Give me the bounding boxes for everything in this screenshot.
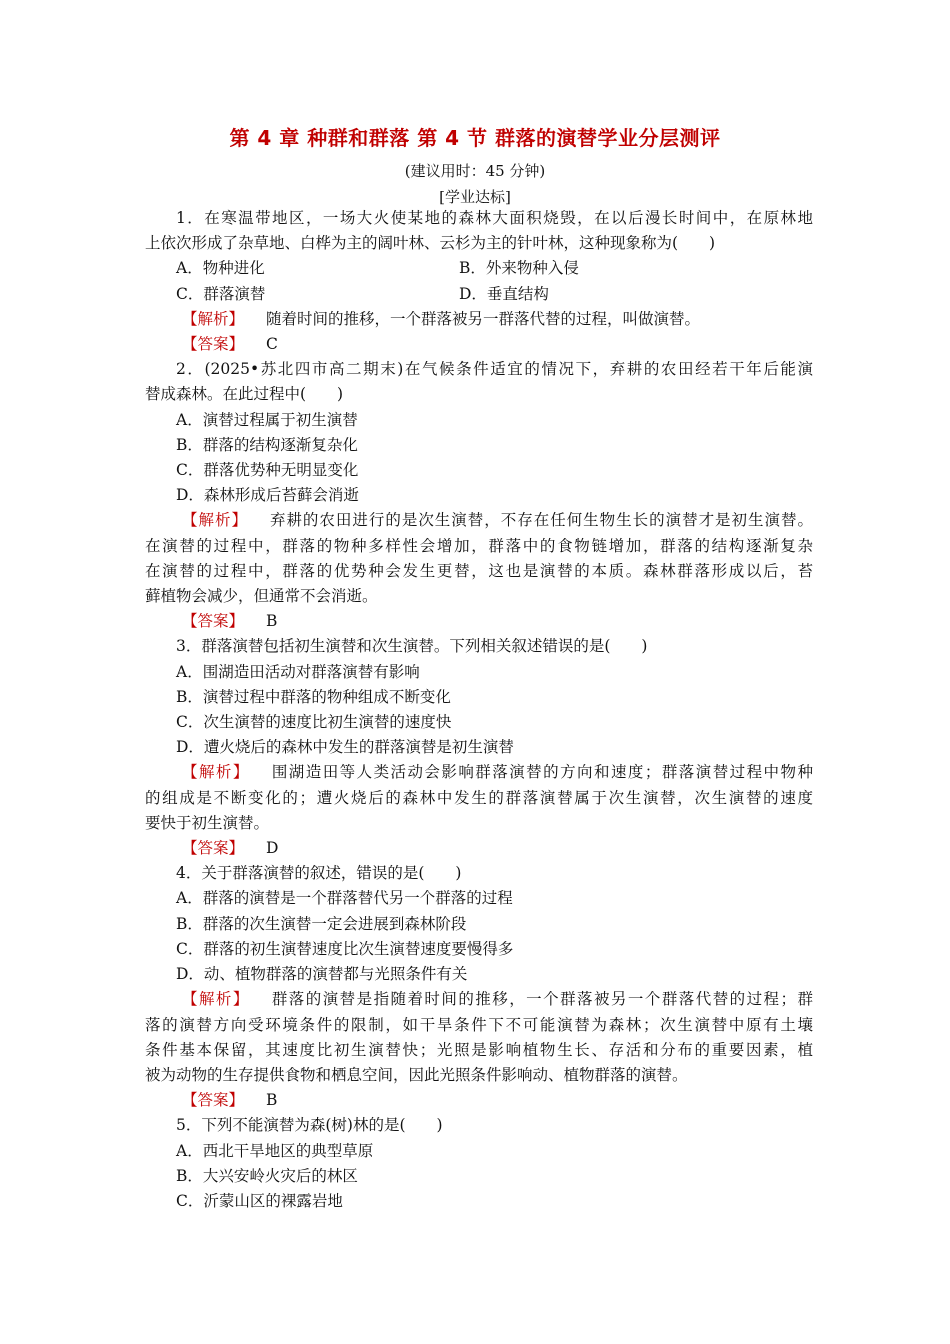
question-stem-line: 1．在寒温带地区，一场大火使某地的森林大面积烧毁，在以后漫长时间中，在原林地 — [176, 209, 813, 227]
option-row — [145, 282, 813, 307]
answer-value: B — [266, 1091, 278, 1110]
answer-label: 【答案】 — [182, 839, 245, 858]
page-title: 第 4 章 种群和群落 第 4 节 群落的演替学业分层测评 — [229, 126, 721, 150]
answer-line — [145, 332, 813, 357]
answer-line — [145, 836, 813, 861]
analysis-text: 群落的演替是指随着时间的推移，一个群落被另一个群落代替的过程；群 — [271, 990, 813, 1009]
analysis-text: 弃耕的农田进行的是次生演替，不存在任何生物生长的演替才是初生演替。 — [269, 511, 813, 530]
option-b: B．外来物种入侵 — [459, 259, 579, 278]
question-5 — [145, 1113, 813, 1214]
analysis-line: 在演替的过程中，群落的物种多样性会增加，群落中的食物链增加，群落的结构逐渐复杂 — [145, 536, 813, 555]
option-d: D．森林形成后苔藓会消逝 — [176, 486, 359, 505]
option-d: D．遭火烧后的森林中发生的群落演替是初生演替 — [176, 738, 514, 757]
option-b: B．群落的结构逐渐复杂化 — [176, 435, 358, 454]
option-c: C．群落优势种无明显变化 — [176, 461, 359, 480]
answer-line — [145, 609, 813, 634]
analysis-label: 【解析】 — [182, 763, 250, 782]
analysis-text: 随着时间的推移，一个群落被另一群落代替的过程，叫做演替。 — [266, 309, 701, 328]
answer-line — [145, 1088, 813, 1113]
answer-value: C — [266, 335, 278, 354]
answer-label: 【答案】 — [182, 1091, 245, 1110]
option-a: A．群落的演替是一个群落替代另一个群落的过程 — [176, 889, 513, 908]
analysis-label: 【解析】 — [182, 309, 245, 328]
analysis-block — [145, 508, 813, 533]
option-c: C．群落的初生演替速度比次生演替速度要慢得多 — [176, 939, 514, 958]
question-list — [145, 206, 813, 1214]
option-c: C．沂蒙山区的裸露岩地 — [176, 1191, 343, 1210]
question-stem-line: 5．下列不能演替为森(树)林的是( ) — [176, 1116, 443, 1135]
question-stem-line: 替成森林。在此过程中( ) — [145, 385, 344, 404]
option-d: D．动、植物群落的演替都与光照条件有关 — [176, 965, 468, 984]
option-c: C．次生演替的速度比初生演替的速度快 — [176, 713, 452, 732]
analysis-block — [145, 307, 813, 332]
question-stem-line: 2．(2025•苏北四市高二期末)在气候条件适宜的情况下，弃耕的农田经若干年后能演 — [176, 360, 813, 379]
question-2 — [145, 357, 813, 634]
option-b: B．大兴安岭火灾后的林区 — [176, 1166, 358, 1185]
answer-value: D — [266, 839, 279, 858]
section-heading: [学业达标] — [439, 188, 511, 206]
option-b: B．群落的次生演替一定会进展到森林阶段 — [176, 914, 467, 933]
question-4 — [145, 861, 813, 1113]
analysis-block — [145, 760, 813, 785]
analysis-line: 落的演替方向受环境条件的限制，如干旱条件下不可能演替为森林；次生演替中原有土壤 — [145, 1015, 813, 1034]
answer-value: B — [266, 612, 278, 631]
analysis-line: 条件基本保留，其速度比初生演替快；光照是影响植物生长、存活和分布的重要因素，植 — [145, 1040, 813, 1059]
analysis-label: 【解析】 — [182, 990, 250, 1009]
question-stem-line: 上依次形成了杂草地、白桦为主的阔叶林、云杉为主的针叶林，这种现象称为( ) — [145, 234, 716, 253]
analysis-line: 在演替的过程中，群落的优势种会发生更替，这也是演替的本质。森林群落形成以后，苔 — [145, 561, 813, 580]
answer-label: 【答案】 — [182, 335, 245, 354]
question-stem-line: 4．关于群落演替的叙述，错误的是( ) — [176, 864, 462, 883]
option-row — [145, 256, 813, 281]
question-stem-line: 3．群落演替包括初生演替和次生演替。下列相关叙述错误的是( ) — [176, 637, 648, 656]
option-c: C．群落演替 — [176, 284, 266, 303]
analysis-line: 被为动物的生存提供食物和栖息空间，因此光照条件影响动、植物群落的演替。 — [145, 1065, 688, 1084]
option-d: D．垂直结构 — [459, 284, 549, 303]
option-a: A．围湖造田活动对群落演替有影响 — [176, 662, 420, 681]
analysis-line: 要快于初生演替。 — [145, 813, 270, 832]
option-a: A．演替过程属于初生演替 — [176, 410, 358, 429]
analysis-text: 围湖造田等人类活动会影响群落演替的方向和速度；群落演替过程中物种 — [271, 763, 813, 782]
option-a: A．西北干旱地区的典型草原 — [176, 1141, 374, 1160]
analysis-line: 藓植物会减少，但通常不会消逝。 — [145, 587, 378, 606]
analysis-label: 【解析】 — [182, 511, 248, 530]
option-b: B．演替过程中群落的物种组成不断变化 — [176, 687, 451, 706]
question-3 — [145, 634, 813, 861]
answer-label: 【答案】 — [182, 612, 245, 631]
option-a: A．物种进化 — [176, 259, 265, 278]
question-1 — [145, 206, 813, 357]
suggested-time: (建议用时：45 分钟) — [404, 162, 546, 180]
analysis-block — [145, 987, 813, 1012]
analysis-line: 的组成是不断变化的；遭火烧后的森林中发生的群落演替属于次生演替，次生演替的速度 — [145, 788, 813, 807]
